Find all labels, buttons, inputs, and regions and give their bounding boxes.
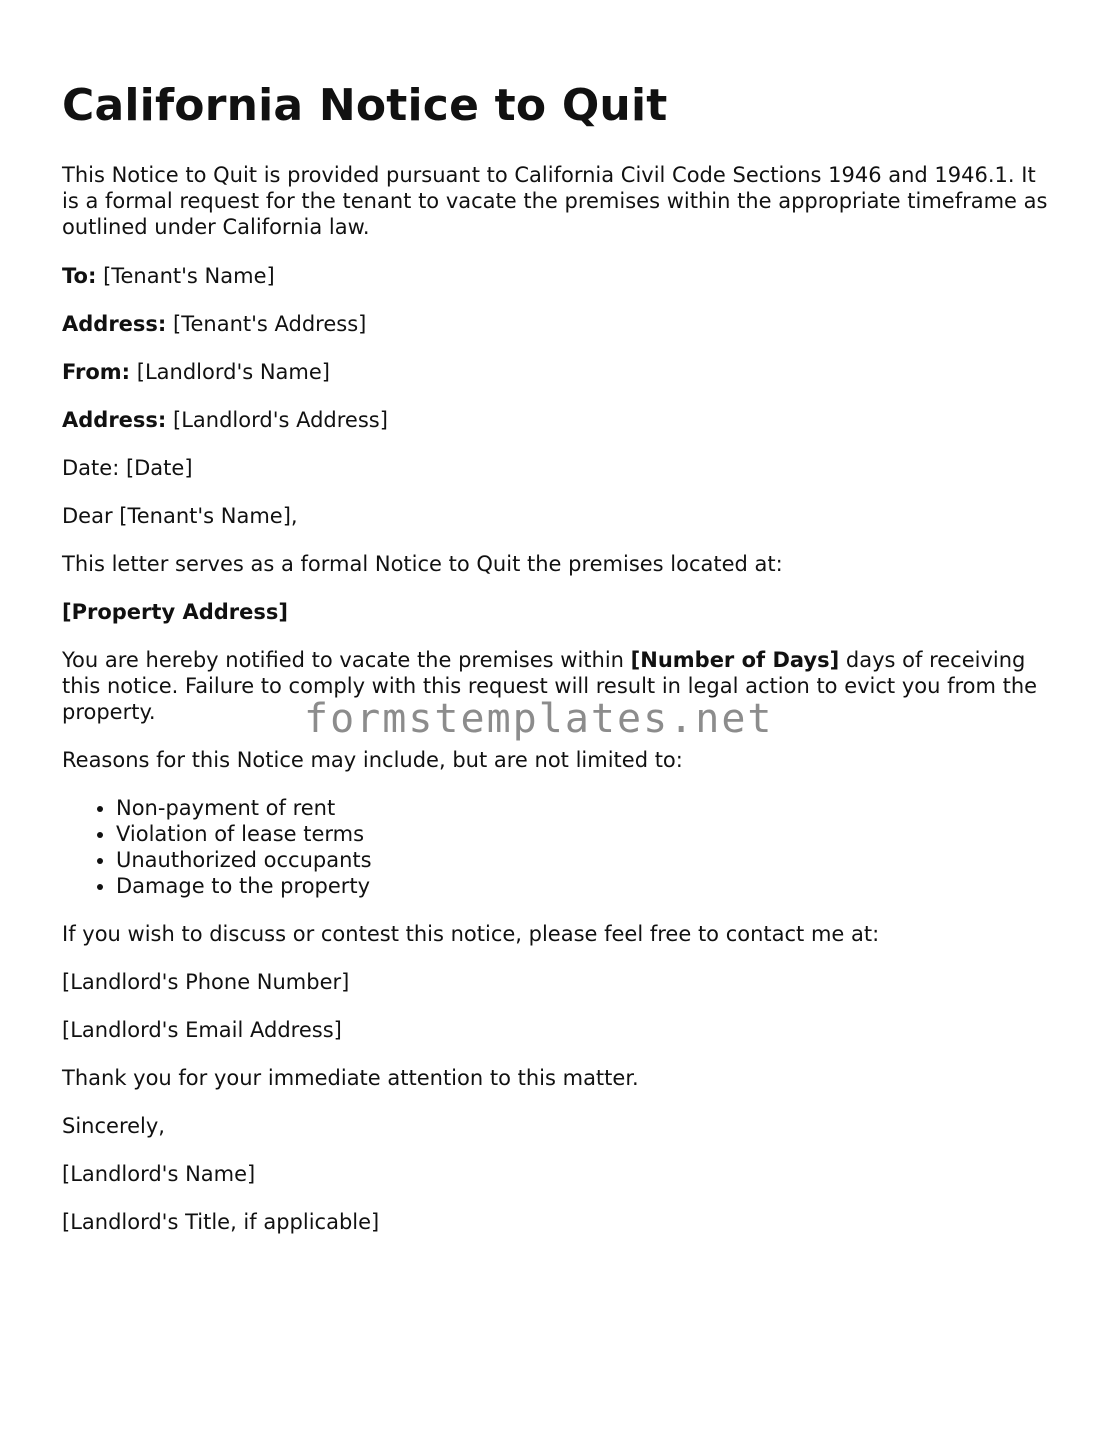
property-address [62,599,1052,625]
thanks-line: Thank you for your immediate attention to this matter. [62,1066,639,1090]
vacate-days: [Number of Days] [630,648,840,672]
vacate-after: days of receiving this notice. Failure to comply with this request will result in legal action to evict you from the property. [62,648,1038,724]
document-page [62,78,1052,1257]
list-item: • Non-payment of rent [116,795,1052,821]
intro-paragraph: This Notice to Quit is provided pursuant to California Civil Code Sections 1946 and 1946.1. It is a formal request for the tenant to vacate the premises within the appropriate timeframe as outlined under California law. [62,163,1048,239]
from-value: [Landlord's Name] [136,360,330,384]
from-label: From: [62,360,131,384]
to-field [62,263,1052,289]
reasons-intro: Reasons for this Notice may include, but are not limited to: [62,748,683,772]
document-title: California Notice to Quit [62,80,668,131]
to-label: To: [62,264,97,288]
date-field: Date: [Date] [62,456,193,480]
watermark: formstemplates.net [304,696,774,742]
list-item: • Violation of lease terms [116,821,1052,847]
vacate-before: You are hereby notified to vacate the premises within [62,648,624,672]
landlord-phone: [Landlord's Phone Number] [62,970,350,994]
tenant-address-field [62,311,1052,337]
tenant-address-value: [Tenant's Address] [173,312,367,336]
contact-line: If you wish to discuss or contest this notice, please feel free to contact me at: [62,922,880,946]
landlord-email: [Landlord's Email Address] [62,1018,342,1042]
salutation: Dear [Tenant's Name], [62,504,298,528]
list-item: • Damage to the property [116,873,1052,899]
property-address-value: [Property Address] [62,600,288,624]
list-item: • Unauthorized occupants [116,847,1052,873]
premises-line: This letter serves as a formal Notice to Quit the premises located at: [62,552,783,576]
landlord-address-field [62,407,1052,433]
reasons-list [62,795,1052,899]
from-field [62,359,1052,385]
signature-title: [Landlord's Title, if applicable] [62,1210,380,1234]
landlord-address-label: Address: [62,408,167,432]
signature-name: [Landlord's Name] [62,1162,256,1186]
landlord-address-value: [Landlord's Address] [173,408,388,432]
closing: Sincerely, [62,1114,165,1138]
tenant-address-label: Address: [62,312,167,336]
to-value: [Tenant's Name] [103,264,275,288]
